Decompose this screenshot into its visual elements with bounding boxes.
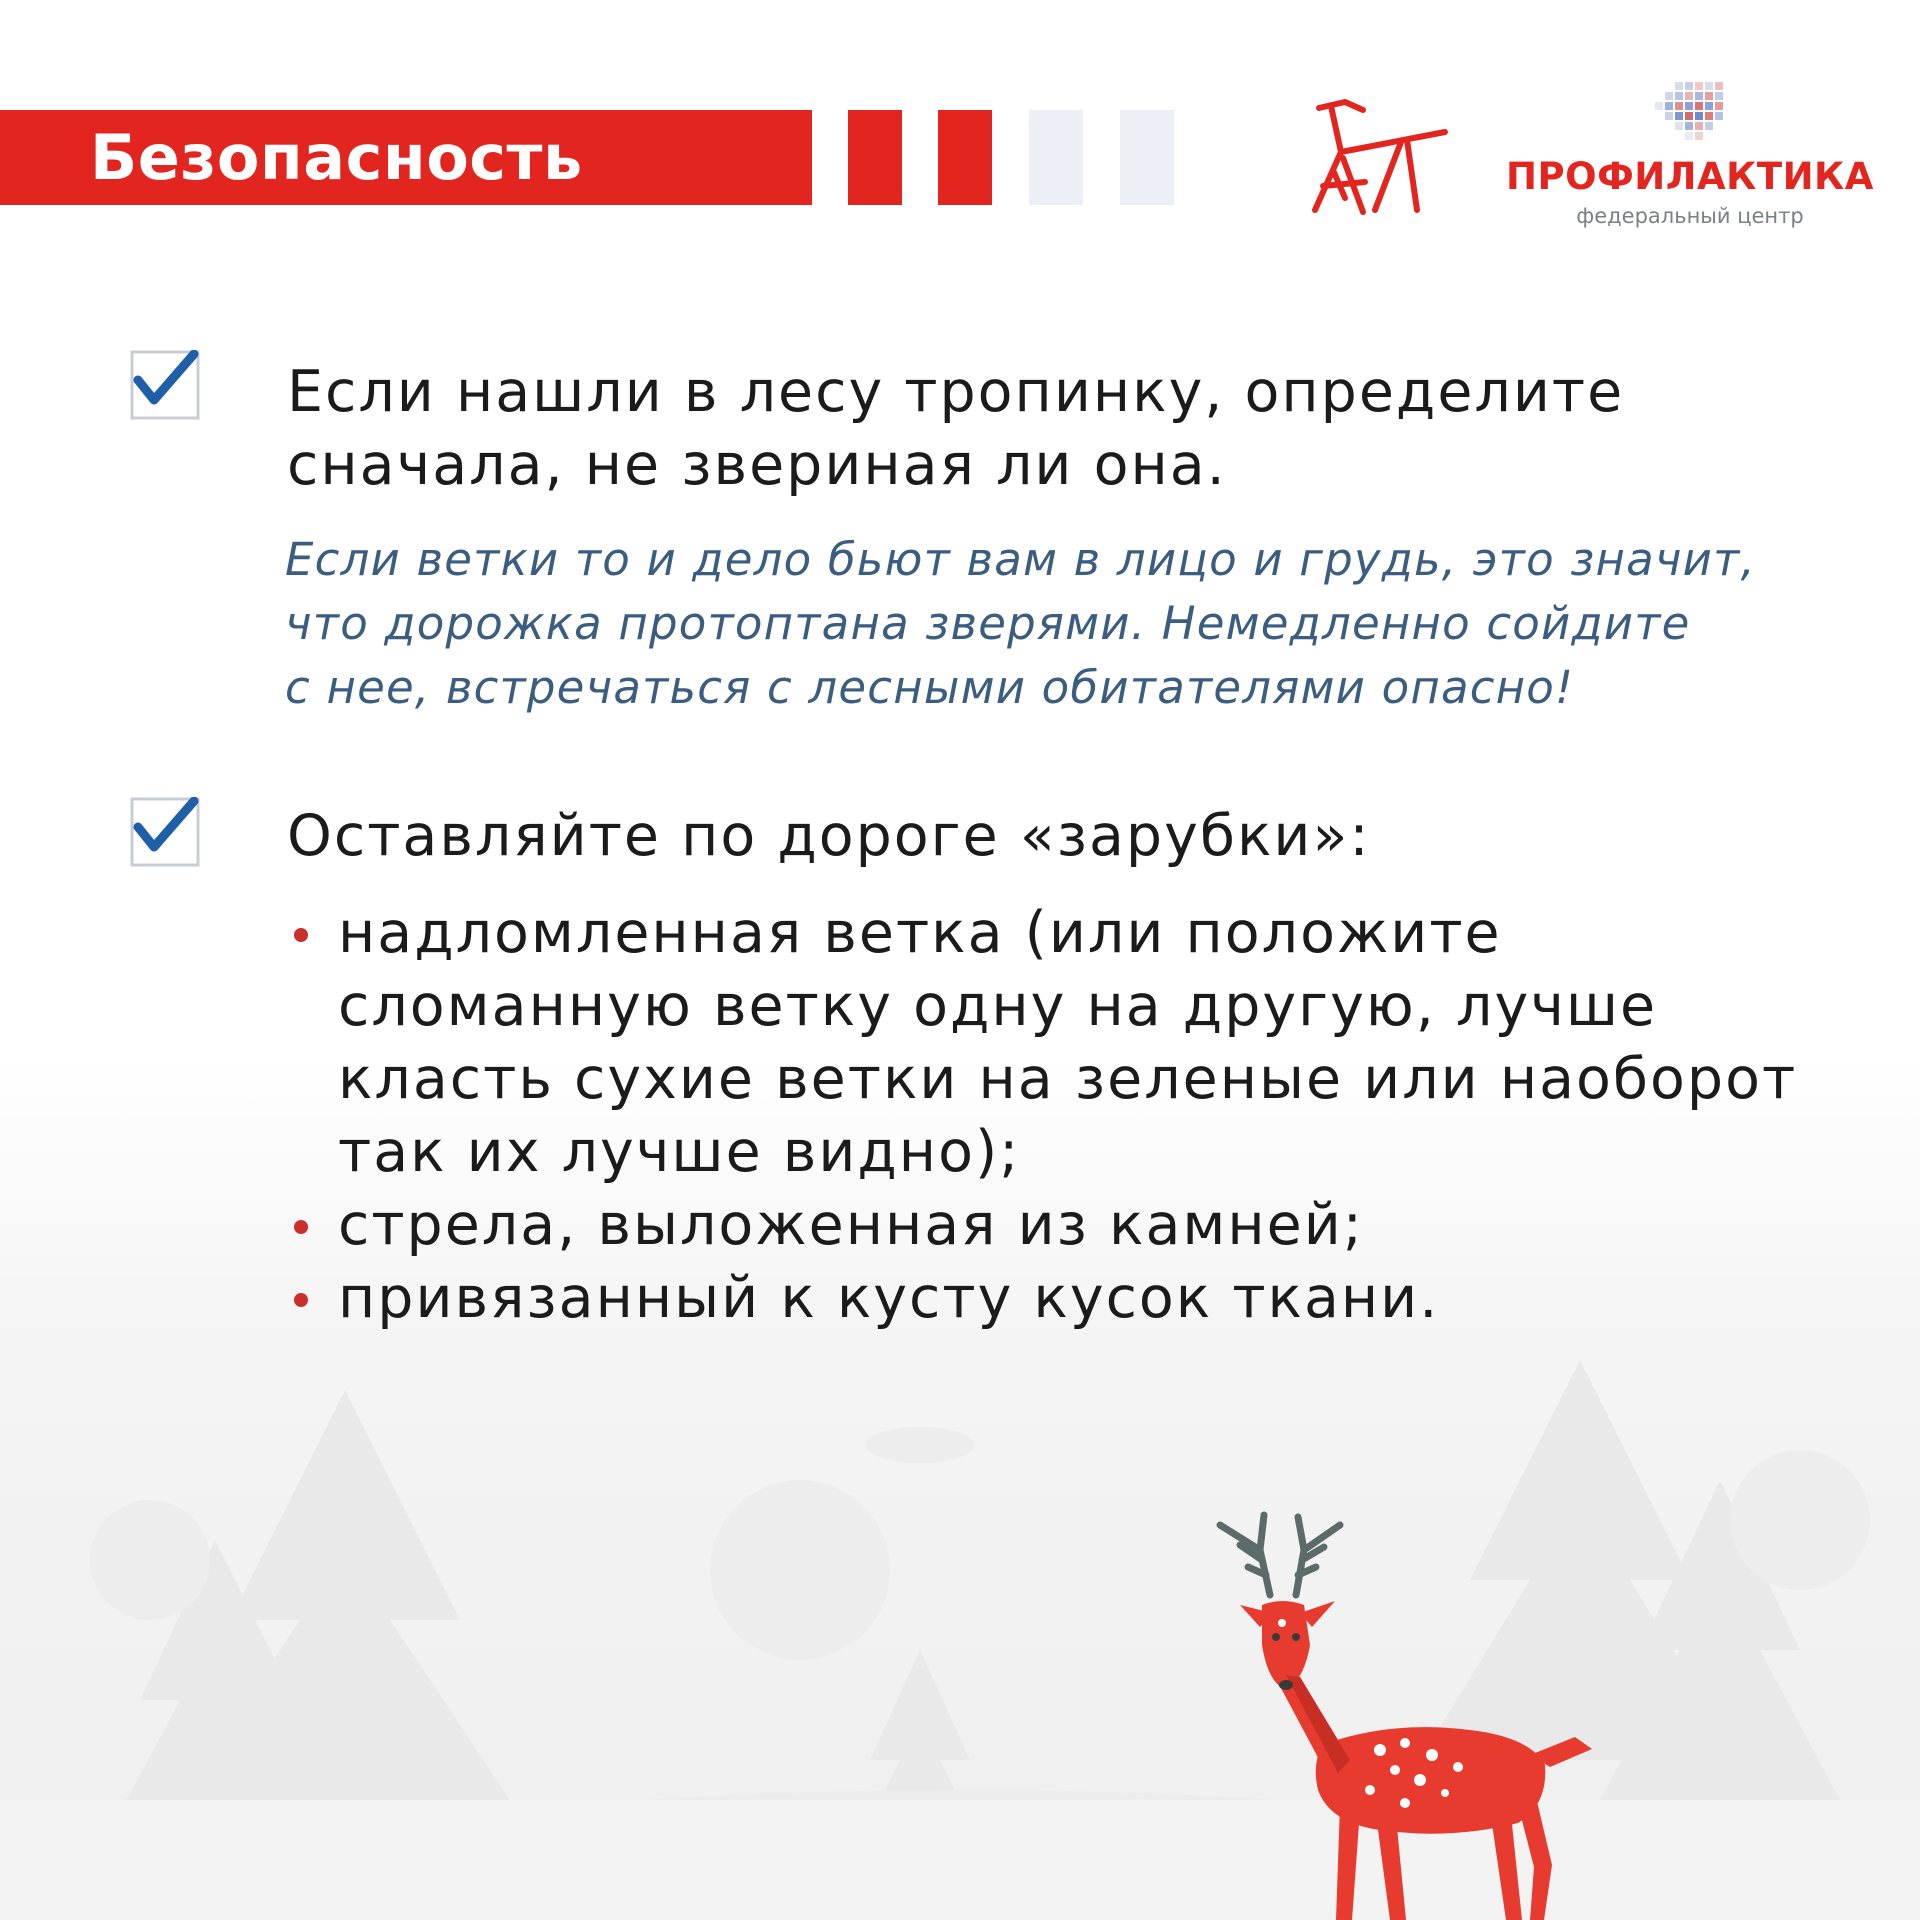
page-title: Безопасность bbox=[90, 121, 583, 194]
list-item bbox=[286, 1262, 1797, 1335]
list-item-line: класть сухие ветки на зеленые или наоборот bbox=[338, 1046, 1798, 1112]
note-line-1: Если ветки то и дело бьют вам в лицо и грудь, это значит, bbox=[285, 533, 1757, 586]
brand-name: ПРОФИЛАКТИКА bbox=[1506, 155, 1874, 198]
checkbox-checked-icon bbox=[130, 350, 200, 420]
brand-subtitle: федеральный центр bbox=[1576, 204, 1804, 228]
decor-block-grey bbox=[1120, 110, 1174, 205]
bullet-icon bbox=[294, 1220, 308, 1234]
list-item bbox=[286, 897, 1797, 1189]
bullet-icon bbox=[294, 928, 308, 942]
brand-logo-icon bbox=[1655, 82, 1735, 142]
list-item-line: надломленная ветка (или положите bbox=[338, 900, 1502, 966]
list-item-line: так их лучше видно); bbox=[338, 1119, 1021, 1185]
note-line-2: что дорожка протоптана зверями. Немедленно сойдите bbox=[285, 597, 1691, 650]
checklist-item-1-text bbox=[287, 356, 1624, 502]
deer-illustration bbox=[1200, 1505, 1630, 1920]
mascot-icon bbox=[1305, 98, 1455, 218]
checklist-item-2-text bbox=[287, 800, 1371, 873]
bullet-icon bbox=[294, 1293, 308, 1307]
note-line-3: с нее, встречаться с лесными обитателями опасно! bbox=[285, 661, 1575, 714]
checklist-item-1-line-2: сначала, не звериная ли она. bbox=[287, 432, 1227, 498]
checklist-item-1-line-1: Если нашли в лесу тропинку, определите bbox=[287, 359, 1625, 425]
decor-block-grey bbox=[1029, 110, 1083, 205]
checklist-item-1-note bbox=[285, 528, 1756, 720]
decor-block-red bbox=[848, 110, 902, 205]
bullet-list bbox=[286, 897, 1797, 1335]
list-item-line: сломанную ветку одну на другую, лучше bbox=[338, 973, 1658, 1039]
list-item bbox=[286, 1189, 1797, 1262]
decor-block-red bbox=[938, 110, 992, 205]
checklist-item-2-line-1: Оставляйте по дороге «зарубки»: bbox=[287, 803, 1371, 869]
checkbox-checked-icon bbox=[130, 797, 200, 867]
list-item-line: привязанный к кусту кусок ткани. bbox=[338, 1265, 1440, 1331]
list-item-line: стрела, выложенная из камней; bbox=[338, 1192, 1364, 1258]
